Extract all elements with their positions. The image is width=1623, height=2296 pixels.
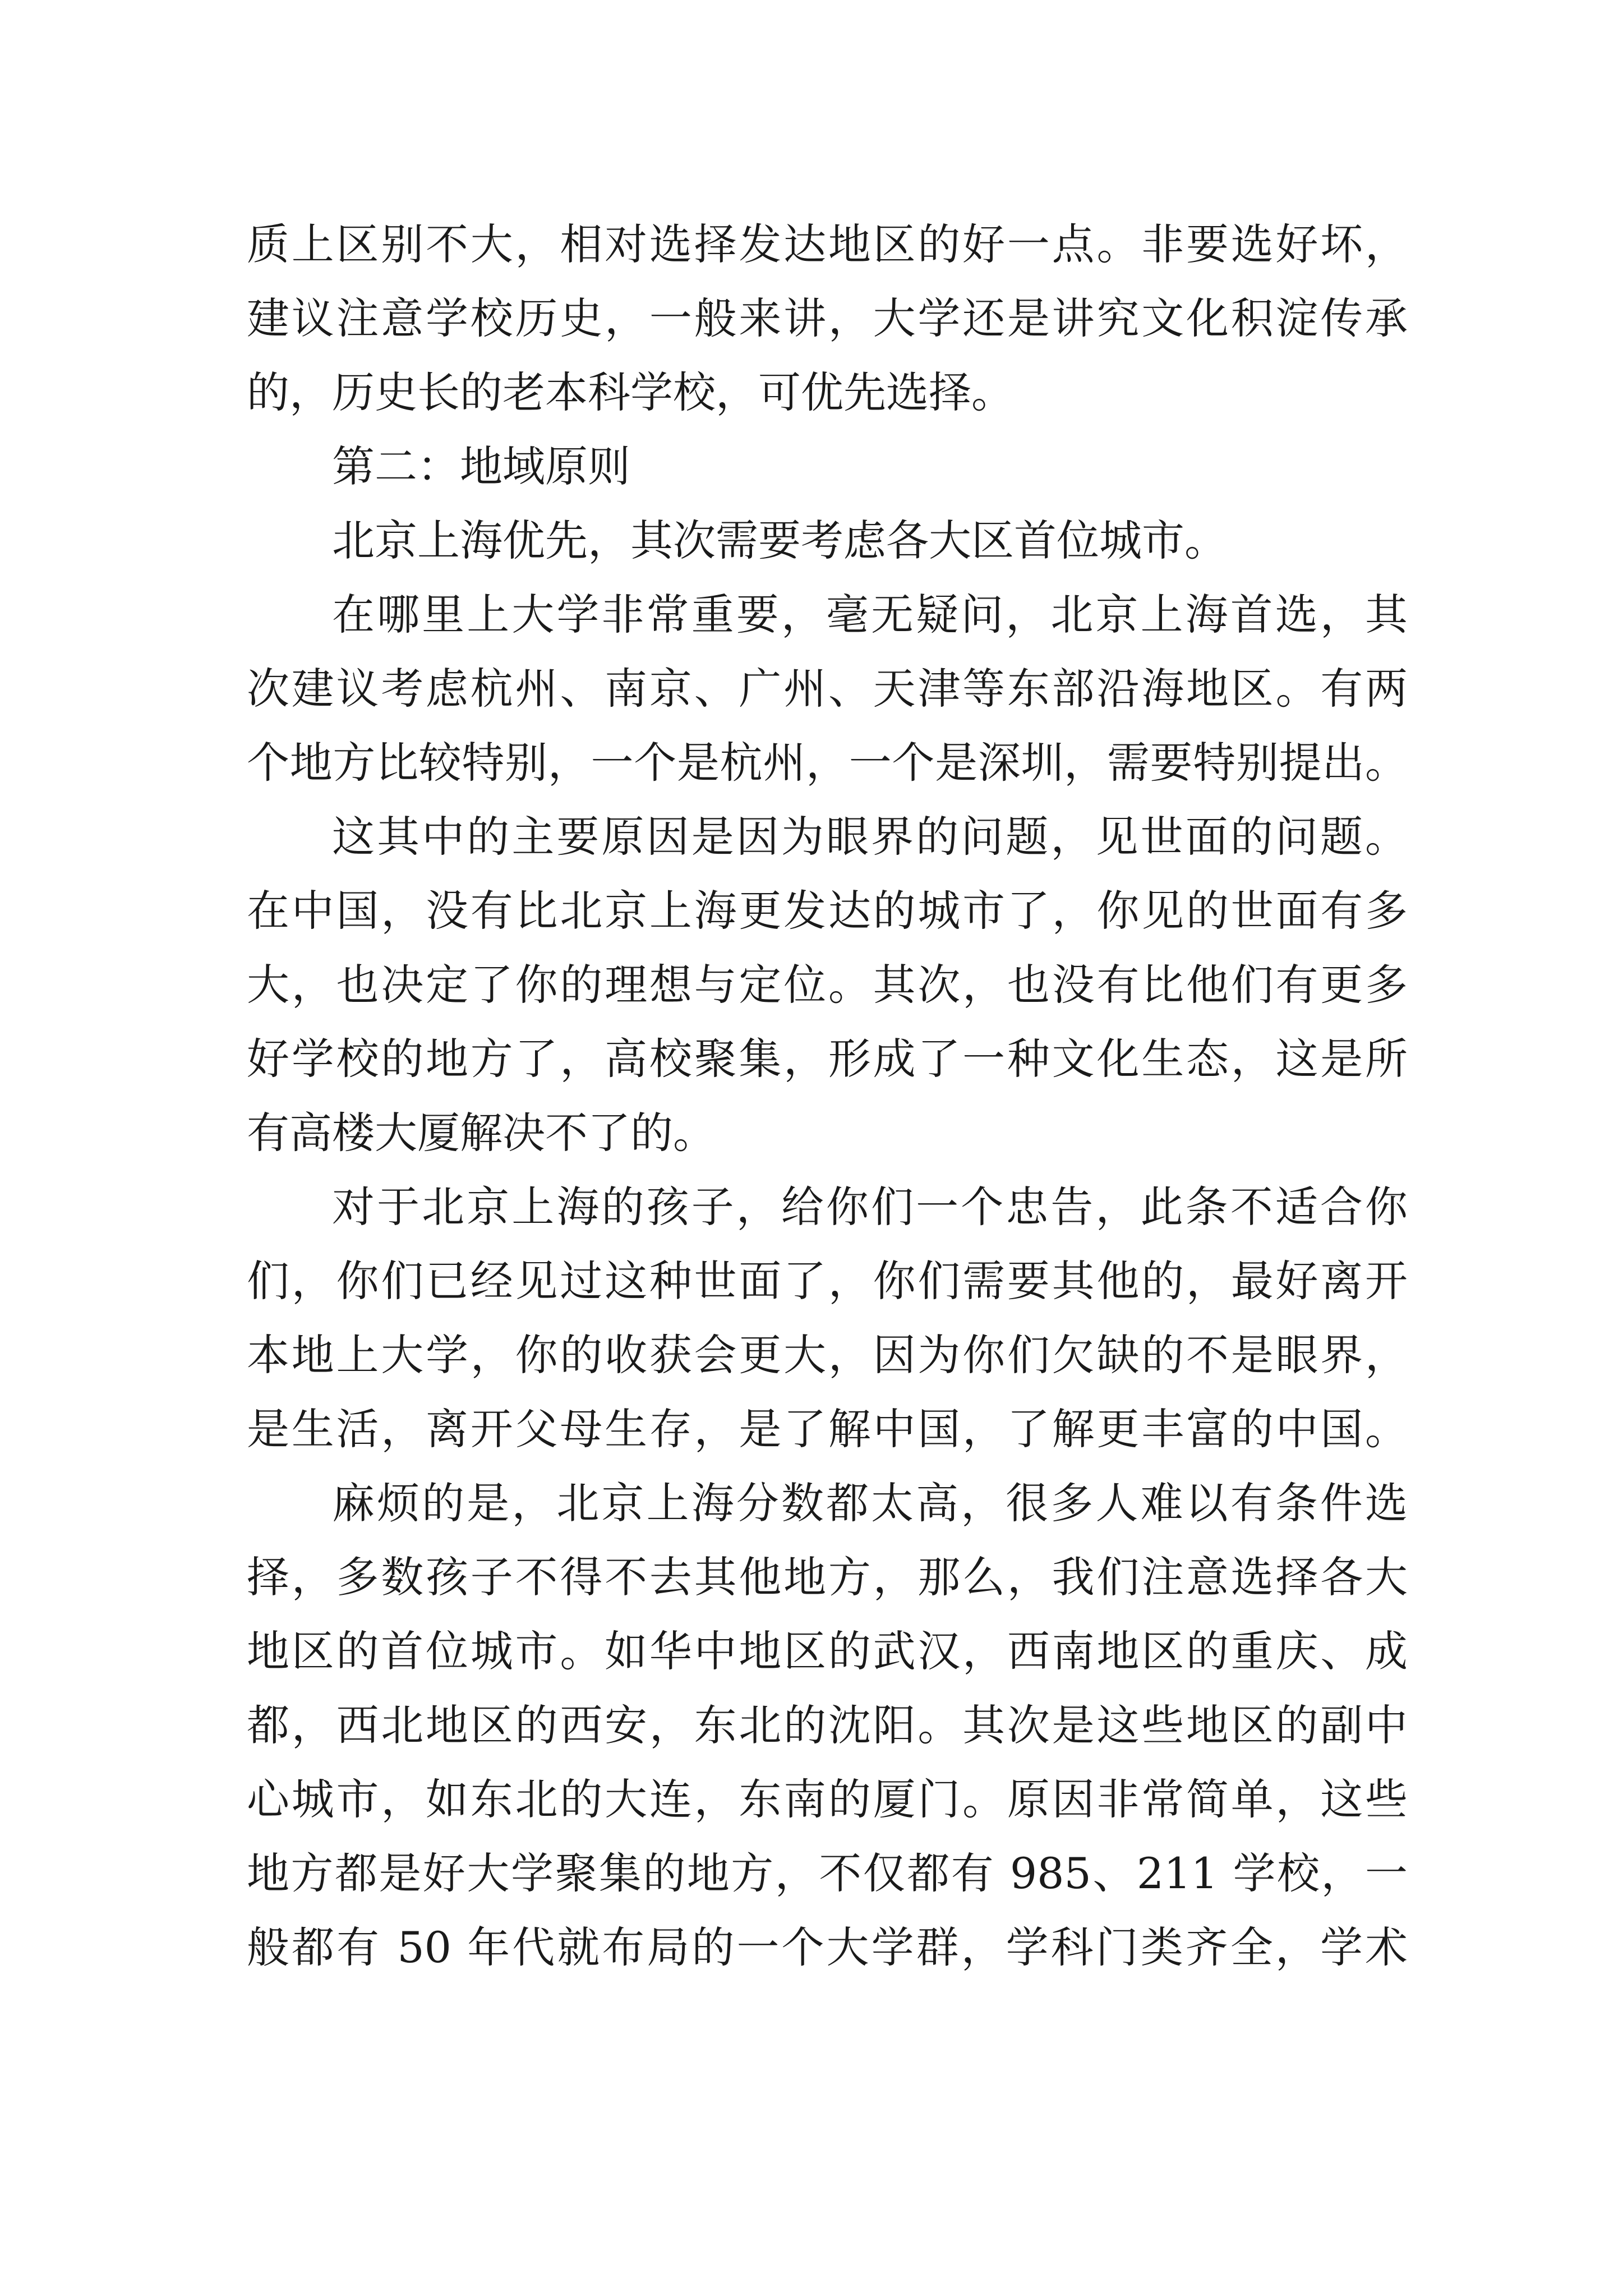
text-line: 次建议考虑杭州、南京、广州、天津等东部沿海地区。有两 — [247, 664, 1408, 714]
text-line: 是生活，离开父母生存，是了解中国，了解更丰富的中国。 — [247, 1404, 1408, 1454]
text-line: 质上区别不大，相对选择发达地区的好一点。非要选好坏， — [247, 219, 1408, 269]
text-line: 的，历史长的老本科学校，可优先选择。 — [247, 367, 1014, 417]
text-line: 都，西北地区的西安，东北的沈阳。其次是这些地区的副中 — [247, 1700, 1408, 1750]
text-line: 建议注意学校历史，一般来讲，大学还是讲究文化积淀传承 — [247, 293, 1408, 343]
text-line: 北京上海优先，其次需要考虑各大区首位城市。 — [332, 516, 1227, 565]
text-line: 本地上大学，你的收获会更大，因为你们欠缺的不是眼界， — [247, 1330, 1408, 1380]
text-line: 麻烦的是，北京上海分数都太高，很多人难以有条件选 — [332, 1478, 1408, 1528]
text-line: 第二：地域原则 — [332, 441, 630, 491]
text-line: 择，多数孩子不得不去其他地方，那么，我们注意选择各大 — [247, 1552, 1408, 1602]
text-line: 在哪里上大学非常重要，毫无疑问，北京上海首选，其 — [332, 590, 1408, 639]
text-line: 地区的首位城市。如华中地区的武汉，西南地区的重庆、成 — [247, 1626, 1408, 1676]
body-text — [247, 208, 1408, 1985]
text-line: 有高楼大厦解决不了的。 — [247, 1108, 716, 1158]
text-line: 对于北京上海的孩子，给你们一个忠告，此条不适合你 — [332, 1182, 1408, 1232]
text-line: 好学校的地方了，高校聚集，形成了一种文化生态，这是所 — [247, 1034, 1408, 1084]
text-line: 这其中的主要原因是因为眼界的问题，见世面的问题。 — [332, 812, 1408, 862]
text-line: 个地方比较特别，一个是杭州，一个是深圳，需要特别提出。 — [247, 738, 1408, 788]
text-line: 们，你们已经见过这种世面了，你们需要其他的，最好离开 — [247, 1256, 1408, 1306]
text-line: 般都有 50 年代就布局的一个大学群，学科门类齐全，学术 — [247, 1922, 1408, 1972]
text-line: 在中国，没有比北京上海更发达的城市了，你见的世面有多 — [247, 886, 1408, 936]
text-line: 心城市，如东北的大连，东南的厦门。原因非常简单，这些 — [247, 1774, 1408, 1824]
text-line: 大，也决定了你的理想与定位。其次，也没有比他们有更多 — [247, 960, 1408, 1010]
text-line: 地方都是好大学聚集的地方，不仅都有 985、211 学校，一 — [247, 1848, 1408, 1898]
